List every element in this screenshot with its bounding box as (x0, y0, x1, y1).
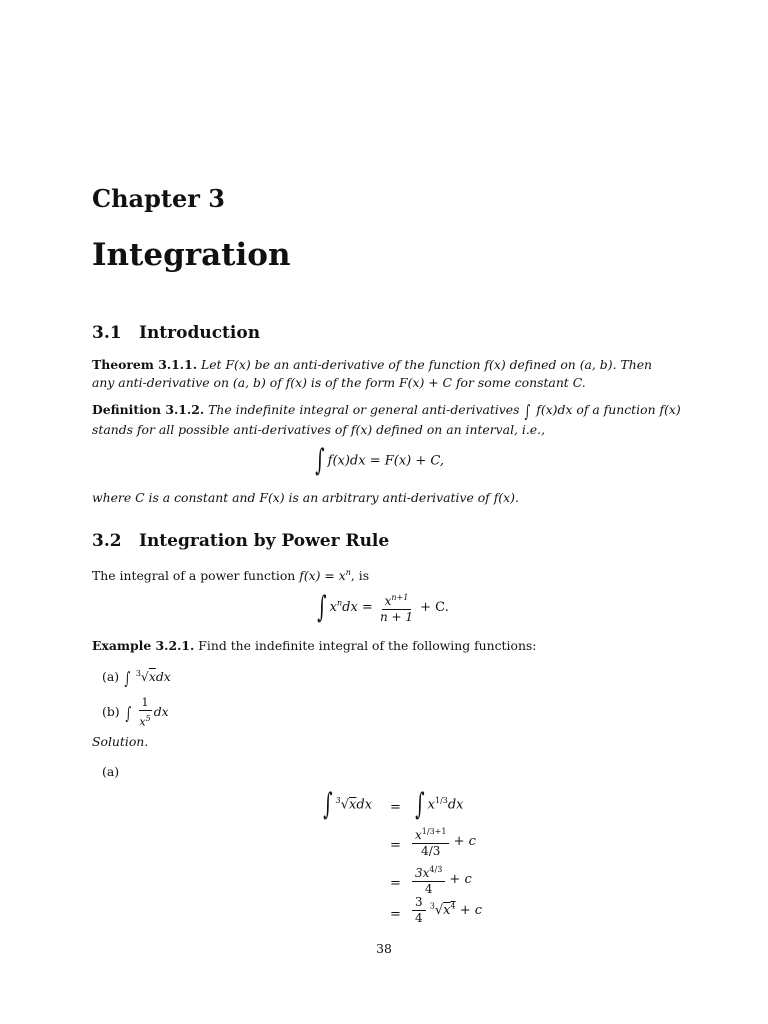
integral-sign: ∫ (525, 402, 531, 422)
section-heading-power-rule (92, 531, 389, 551)
power-rule-intro: The integral of a power function $f(x) = x^n$, is (92, 568, 370, 584)
solution-row1-lhs: ∫ $^3$√xdx (323, 787, 373, 822)
theorem-line1: Let F(x) be an anti-derivative of the function f(x) defined on (a, b). Then (200, 357, 653, 372)
section-number: 3.2 (92, 531, 122, 551)
definition-line2: stands for all possible anti-derivatives of f(x) defined on an interval, i.e., (92, 422, 546, 437)
integral-sign: ∫ (124, 669, 131, 690)
theorem-label: Theorem 3.1.1. (92, 357, 198, 372)
definition-after: where C is a constant and F(x) is an arbitrary anti-derivative of f(x). (92, 490, 519, 505)
page-number: 38 (376, 941, 392, 956)
section-heading-introduction (92, 323, 260, 343)
solution-row4: $\frac{3}{4}$ $^3√x^4 + c$ (412, 895, 482, 926)
definition-line1a: The indefinite integral or general anti-derivatives (208, 402, 520, 417)
integral-sign: ∫ (317, 589, 327, 625)
definition-line1b: f(x)dx of a function f(x) (536, 402, 681, 417)
solution-row1-rhs: ∫ $x^{1/3}dx$ (415, 787, 464, 822)
integral-sign: ∫ (323, 787, 333, 822)
equals-sign: = (390, 907, 401, 922)
chapter-label: Chapter 3 (92, 184, 225, 213)
theorem-line2: any anti-derivative on (a, b) of f(x) is of the form F(x) + C for some constant C. (92, 375, 586, 390)
integral-sign: ∫ (415, 787, 425, 822)
example-item-b: (b) ∫ $\frac{1}{x^5}$ dx (102, 696, 169, 729)
example-text: Find the indefinite integral of the following functions: (198, 638, 537, 653)
definition-block (92, 401, 682, 439)
chapter-title: Integration (92, 237, 291, 273)
power-rule-equation: ∫ $x^ndx$ = $\frac{x^{n+1}}{n + 1}$ + C. (317, 589, 449, 625)
section-number: 3.1 (92, 323, 122, 343)
example-block (92, 637, 682, 655)
equals-sign: = (390, 876, 401, 891)
solution-label: Solution. (92, 734, 149, 749)
section-title: Integration by Power Rule (139, 531, 390, 551)
power-rule-fraction: $\frac{x^{n+1}}{n + 1}$ (377, 590, 416, 625)
integral-sign: ∫ (315, 443, 325, 478)
definition-equation: ∫ f(x)dx = F(x) + C, (315, 443, 445, 478)
solution-part-a: (a) (102, 764, 120, 779)
equals-sign: = (390, 800, 401, 815)
example-item-a: (a) ∫ $^3$√xdx (102, 669, 171, 690)
solution-row3: $\frac{3x^{4/3}}{4}$ + c (412, 862, 472, 897)
solution-row2: $\frac{x^{1/3+1}}{4/3}$ + c (412, 824, 476, 859)
example-label: Example 3.2.1. (92, 638, 195, 653)
section-title: Introduction (139, 323, 261, 343)
integral-sign: ∫ (125, 703, 131, 724)
equals-sign: = (390, 838, 401, 853)
definition-label: Definition 3.1.2. (92, 402, 205, 417)
theorem-block (92, 356, 682, 392)
